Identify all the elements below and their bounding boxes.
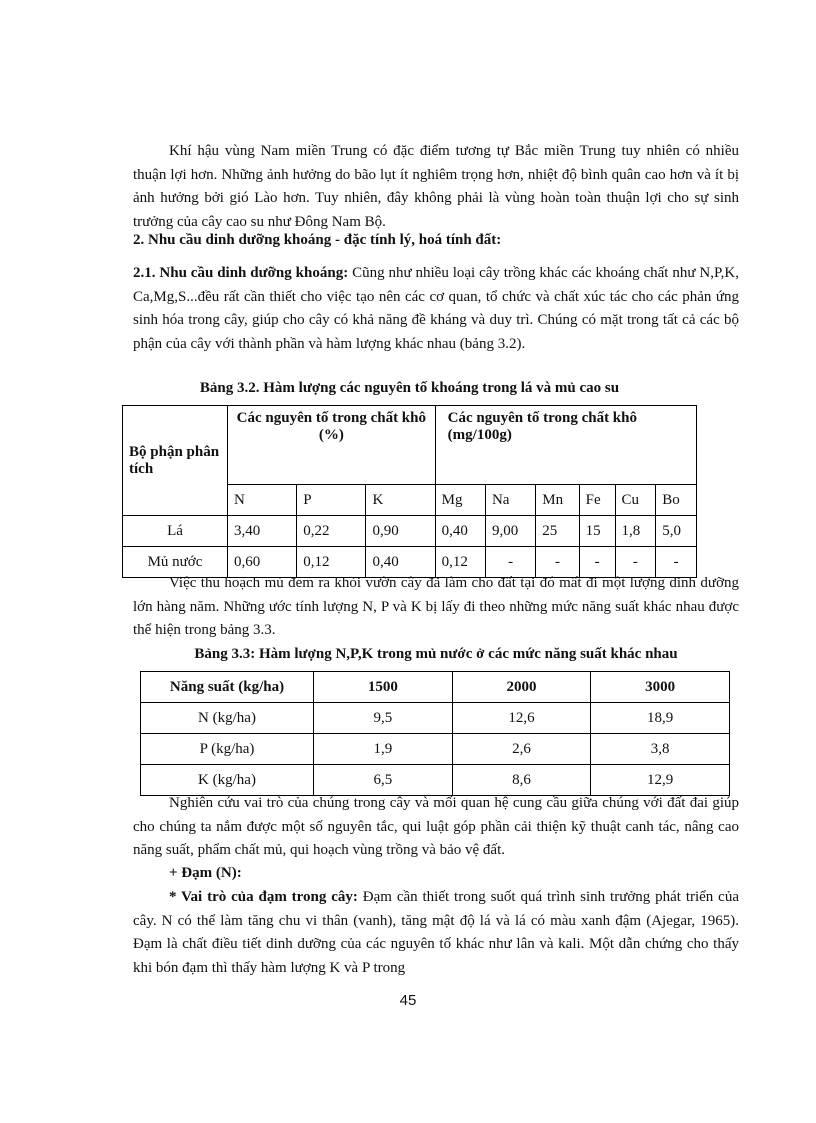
table-cell: 18,9: [591, 703, 730, 734]
table-cell: 3,8: [591, 734, 730, 765]
table-row: [123, 516, 697, 547]
table-cell: 12,9: [591, 765, 730, 796]
table-3-3-label: Bảng 3.3: [194, 646, 251, 662]
table-cell: -: [536, 547, 579, 578]
nitrogen-role-heading: * Vai trò của đạm trong cây:: [169, 889, 358, 905]
table-3-3-header: Năng suất (kg/ha): [141, 672, 314, 703]
table-cell: 9,00: [485, 516, 535, 547]
table-cell: -: [485, 547, 535, 578]
table-cell: 0,22: [297, 516, 366, 547]
table-cell: 1,8: [615, 516, 656, 547]
table-cell: 8,6: [452, 765, 591, 796]
table-cell: 0,12: [435, 547, 485, 578]
table-3-3-caption: [133, 646, 739, 663]
table-cell: -: [579, 547, 615, 578]
table-cell: 0,60: [228, 547, 297, 578]
table-cell: 25: [536, 516, 579, 547]
table-cell: 0,90: [366, 516, 435, 547]
element-mg: Mg: [435, 485, 485, 516]
paragraph-research: Nghiên cứu vai trò của chúng trong cây và mối quan hệ cung cầu giữa chúng với đất đai giúp cho chúng ta nắm được một số nguyên tắc, qui luật góp phần cải thiện kỹ thuật canh tác, nâng cao năng suất, phẩm chất mủ, qui hoạch vùng trồng và bảo vệ đất.: [133, 795, 739, 858]
page-number: 45: [399, 992, 417, 1009]
table-cell: 5,0: [656, 516, 697, 547]
element-mn: Mn: [536, 485, 579, 516]
section-heading-2: 2. Nhu cầu dinh dưỡng khoáng - đặc tính lý, hoá tính đất:: [133, 232, 502, 248]
table-cell: 0,40: [435, 516, 485, 547]
table-cell: 9,5: [314, 703, 453, 734]
row-label: K (kg/ha): [141, 765, 314, 796]
row-label: N (kg/ha): [141, 703, 314, 734]
paragraph-climate: Khí hậu vùng Nam miền Trung có đặc điểm tương tự Bắc miền Trung tuy nhiên có nhiều thuận lợi hơn. Những ảnh hưởng do bão lụt ít nghiêm trọng hơn, nhiệt độ bình quân cao hơn và ít bị ảnh hưởng bởi gió Lào hơn. Tuy nhiên, đây không phải là vùng hoàn toàn thuận lợi cho sự sinh trưởng của cây cao su như Đông Nam Bộ.: [133, 143, 739, 230]
table-3-3-header-row: [141, 672, 730, 703]
table-row: [141, 734, 730, 765]
nitrogen-role-body: Đạm cần thiết trong suốt quá trình sinh trưởng phát triển của cây. N có thể làm tăng chu vi thân (vanh), tăng mật độ lá và lá có màu xanh đậm (Ajegar, 1965). Đạm là chất điều tiết dinh dưỡng của các nguyên tố khác như lân và kali. Một dẫn chứng cho thấy khi bón đạm thì thấy hàm lượng K và P trong: [133, 889, 739, 976]
element-k: K: [366, 485, 435, 516]
row-label: Mủ nước: [123, 547, 228, 578]
table-3-2-group-mg: Các nguyên tố trong chất khô (mg/100g): [435, 406, 696, 485]
element-n: N: [228, 485, 297, 516]
paragraph-harvest: Việc thu hoạch mủ đem ra khỏi vườn cây đã làm cho đất tại đó mất đi một lượng dinh dưỡng lớn hàng năm. Những ước tính lượng N, P và K bị lấy đi theo những mức năng suất khác nhau được thể hiện trong bảng 3.3.: [133, 575, 739, 638]
element-p: P: [297, 485, 366, 516]
paragraph-nitrogen-role: [133, 886, 739, 980]
table-cell: -: [615, 547, 656, 578]
table-3-3: [140, 671, 730, 796]
table-3-3-title: : Hàm lượng N,P,K trong mủ nước ở các mức năng suất khác nhau: [250, 646, 678, 662]
element-cu: Cu: [615, 485, 656, 516]
row-label: Lá: [123, 516, 228, 547]
subsection-heading-2-1: 2.1. Nhu cầu dinh dưỡng khoáng:: [133, 265, 349, 281]
table-row: [141, 703, 730, 734]
heading-dam: + Đạm (N):: [169, 865, 242, 881]
table-cell: 12,6: [452, 703, 591, 734]
element-fe: Fe: [579, 485, 615, 516]
table-3-2-col-part: Bộ phận phân tích: [123, 406, 228, 516]
table-cell: 6,5: [314, 765, 453, 796]
table-row: [141, 765, 730, 796]
table-cell: 0,40: [366, 547, 435, 578]
table-3-2-group-percent: Các nguyên tố trong chất khô (%): [228, 406, 436, 485]
table-cell: 0,12: [297, 547, 366, 578]
table-cell: 2,6: [452, 734, 591, 765]
element-na: Na: [485, 485, 535, 516]
table-cell: 1,9: [314, 734, 453, 765]
table-3-3-header: 3000: [591, 672, 730, 703]
table-3-2-title: Hàm lượng các nguyên tố khoáng trong lá và mủ cao su: [263, 380, 620, 396]
table-cell: -: [656, 547, 697, 578]
element-bo: Bo: [656, 485, 697, 516]
table-3-2: [122, 405, 697, 578]
table-3-2-label: Bảng 3.2.: [199, 380, 260, 396]
table-3-3-header: 2000: [452, 672, 591, 703]
paragraph-nutrient-needs-body: Cũng như nhiều loại cây trồng khác các khoáng chất như N,P,K, Ca,Mg,S...đều rất cần thiết cho việc tạo nên các cơ quan, tổ chức và chất xúc tác cho các phản ứng sinh hóa trong cây, giúp cho cây có khả năng đề kháng và duy trì. Chúng có mặt trong tất cả các bộ phận của cây với thành phần và hàm lượng khác nhau (bảng 3.2).: [133, 265, 739, 352]
table-3-2-caption: [122, 380, 697, 397]
table-cell: 3,40: [228, 516, 297, 547]
row-label: P (kg/ha): [141, 734, 314, 765]
paragraph-nutrient-needs: [133, 262, 739, 356]
table-cell: 15: [579, 516, 615, 547]
table-3-3-header: 1500: [314, 672, 453, 703]
table-3-2-header-row: [123, 406, 697, 485]
